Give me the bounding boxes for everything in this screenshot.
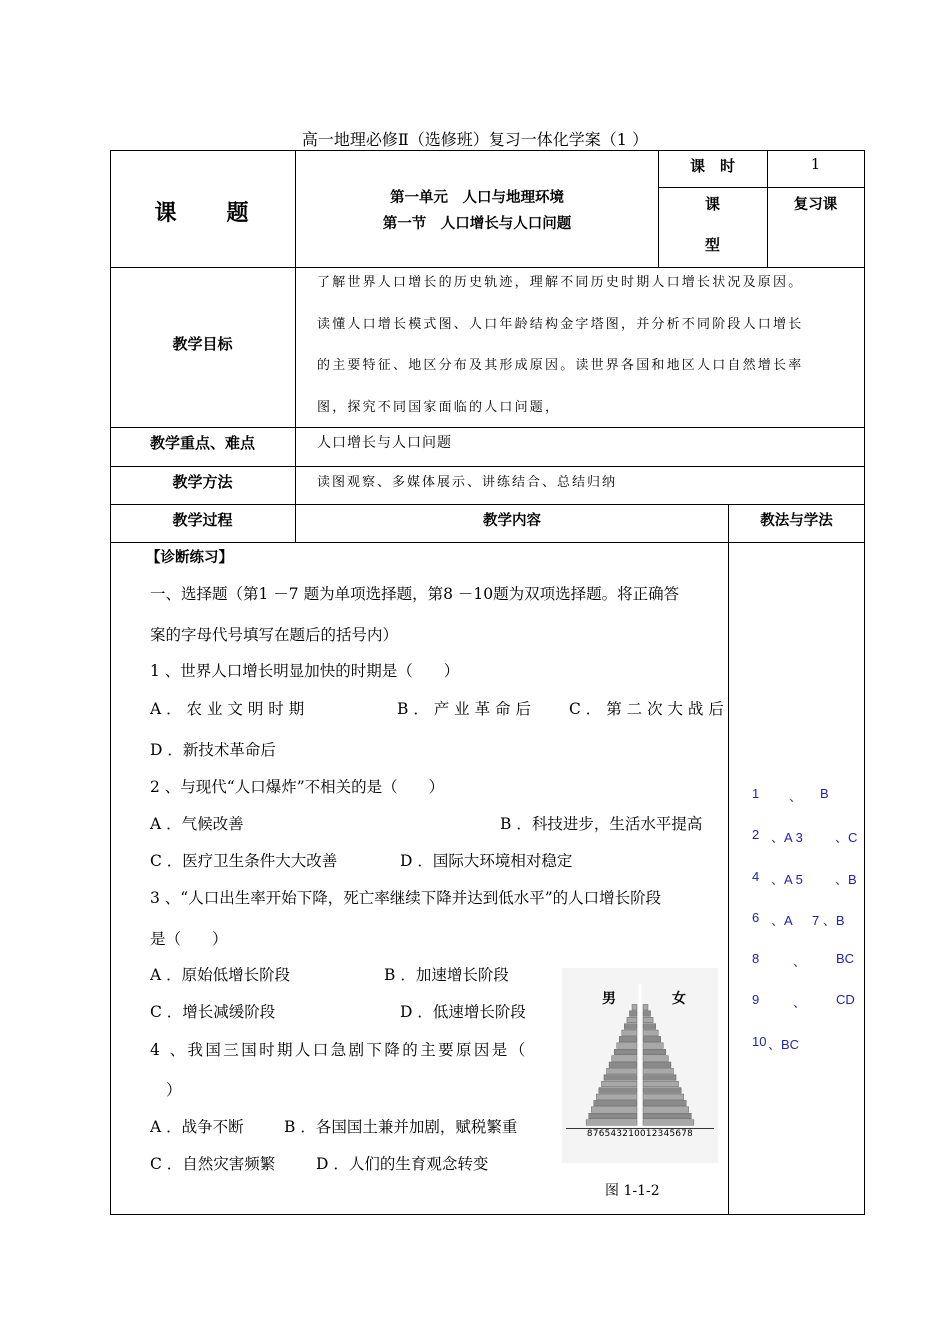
pyramid-bar-male-16 xyxy=(591,1107,637,1113)
objectives-line-4: 图，探究不同国家面临的人口问题， xyxy=(317,400,561,415)
q2-option-d: D ．国际大环境相对稳定 xyxy=(400,852,573,870)
unit-title: 第一单元 人口与地理环境 xyxy=(390,189,564,206)
exercise-intro-1: 一、选择题（第1 －7 题为单项选择题，第8 －10题为双项选择题。将正确答 xyxy=(150,585,680,603)
exercise-heading: 【诊断练习】 xyxy=(146,549,233,566)
answer-6-sep: 、 xyxy=(793,995,807,1010)
pyramid-bar-female-8 xyxy=(643,1056,668,1062)
hours-value: 1 xyxy=(810,155,821,173)
pyramid-bar-male-8 xyxy=(612,1056,637,1062)
pyramid-bar-female-11 xyxy=(643,1075,676,1081)
objectives-line-2: 读懂人口增长模式图、人口年龄结构金字塔图，并分析不同阶段人口增长 xyxy=(317,317,804,332)
pyramid-bar-female-0 xyxy=(643,1004,648,1010)
focus-label: 教学重点、难点 xyxy=(149,434,255,452)
q3-option-c: C ．增长减缓阶段 xyxy=(150,1003,276,1021)
pyramid-bar-female-5 xyxy=(643,1036,661,1042)
female-label: 女 xyxy=(672,991,686,1007)
pyramid-bar-male-4 xyxy=(622,1030,637,1036)
answer-1-num: 1 xyxy=(752,786,760,801)
pyramid-bar-male-13 xyxy=(599,1088,637,1094)
type-value: 复习课 xyxy=(793,196,838,213)
pyramid-bar-male-9 xyxy=(609,1062,637,1068)
pyramid-bar-female-12 xyxy=(643,1081,679,1087)
answer-7-num: 10 xyxy=(752,1034,767,1049)
q3-option-d: D ．低速增长阶段 xyxy=(400,1003,526,1021)
pyramid-axis: 876543210012345678 xyxy=(586,1129,694,1139)
question-4-line-2: ） xyxy=(166,1081,182,1099)
figure-caption: 图 1-1-2 xyxy=(605,1183,660,1199)
answer-1-sep: 、 xyxy=(789,789,803,804)
topic-label: 课 题 xyxy=(154,201,251,226)
q1-option-b: B ． 产 业 革 命 后 xyxy=(397,700,531,718)
pyramid-bar-male-12 xyxy=(601,1081,637,1087)
question-3-line-1: 3 、“人口出生率开始下降，死亡率继续下降并达到低水平”的人口增长阶段 xyxy=(150,889,662,907)
pyramid-bar-female-15 xyxy=(643,1100,686,1106)
answer-2-mid: 、A 3 xyxy=(771,830,803,845)
answer-3-num: 4 xyxy=(752,869,760,884)
objectives-line-1: 了解世界人口增长的历史轨迹，理解不同历史时期人口增长状况及原因。 xyxy=(317,275,804,290)
section-title: 第一节 人口增长与人口问题 xyxy=(382,215,572,232)
pyramid-bar-female-17 xyxy=(643,1113,691,1119)
answer-4-mid: 、A xyxy=(771,913,793,928)
pyramid-bar-female-7 xyxy=(643,1049,666,1055)
answer-5-val: BC xyxy=(836,951,855,966)
pyramid-bar-female-4 xyxy=(643,1030,658,1036)
q4-option-c: C ．自然灾害频繁 xyxy=(150,1155,276,1173)
focus-value: 人口增长与人口问题 xyxy=(317,435,452,451)
method-value: 读图观察、多媒体展示、讲练结合、总结归纳 xyxy=(317,475,618,490)
pyramid-bar-female-18 xyxy=(643,1120,694,1126)
pyramid-bar-female-10 xyxy=(643,1068,674,1074)
answer-1-val: B xyxy=(820,786,829,801)
question-1: 1 、世界人口增长明显加快的时期是（ ） xyxy=(150,662,460,680)
answer-3-val: 、B xyxy=(835,872,857,887)
pyramid-bar-male-14 xyxy=(596,1094,637,1100)
q3-option-a: A ．原始低增长阶段 xyxy=(150,966,291,984)
answer-5-sep: 、 xyxy=(793,954,807,969)
pyramid-bar-male-10 xyxy=(607,1068,638,1074)
answer-7-val: 、BC xyxy=(768,1037,800,1052)
answer-2-num: 2 xyxy=(752,827,760,842)
answer-5-num: 8 xyxy=(752,951,760,966)
q2-option-c: C ．医疗卫生条件大大改善 xyxy=(150,852,338,870)
q1-option-c: C ． 第 二 次 大 战 后 xyxy=(569,700,724,718)
answer-4-num: 6 xyxy=(752,910,760,925)
pyramid-bar-female-16 xyxy=(643,1107,689,1113)
type-label-2: 型 xyxy=(704,236,720,254)
approach-label: 教法与学法 xyxy=(760,512,833,529)
answer-6-val: CD xyxy=(836,992,855,1007)
answer-4-val: 7 、B xyxy=(812,913,845,928)
question-2: 2 、与现代“人口爆炸”不相关的是（ ） xyxy=(150,778,445,796)
process-label: 教学过程 xyxy=(172,511,233,529)
objectives-line-3: 的主要特征、地区分布及其形成原因。读世界各国和地区人口自然增长率 xyxy=(317,358,804,373)
pyramid-bar-male-7 xyxy=(614,1049,637,1055)
pyramid-bar-female-13 xyxy=(643,1088,681,1094)
type-label-1: 课 xyxy=(704,195,720,213)
q4-option-d: D ．人们的生育观念转变 xyxy=(316,1155,489,1173)
pyramid-bar-male-5 xyxy=(619,1036,637,1042)
pyramid-bar-male-11 xyxy=(604,1075,637,1081)
q4-option-b: B ．各国国土兼并加剧，赋税繁重 xyxy=(284,1118,518,1136)
pyramid-bar-female-6 xyxy=(643,1043,663,1049)
pyramid-bar-male-2 xyxy=(627,1017,637,1023)
answer-3-mid: 、A 5 xyxy=(771,872,803,887)
q4-option-a: A ．战争不断 xyxy=(150,1118,244,1136)
q3-option-b: B ．加速增长阶段 xyxy=(384,966,509,984)
objectives-label: 教学目标 xyxy=(172,335,233,353)
population-pyramid-figure xyxy=(562,968,718,1163)
male-label: 男 xyxy=(602,991,616,1007)
pyramid-bar-male-18 xyxy=(586,1120,637,1126)
pyramid-bar-male-3 xyxy=(624,1024,637,1030)
pyramid-bar-male-17 xyxy=(589,1113,637,1119)
pyramid-bar-female-2 xyxy=(643,1017,653,1023)
q1-option-a: A ． 农 业 文 明 时 期 xyxy=(150,700,305,718)
pyramid-bar-male-0 xyxy=(632,1004,637,1010)
pyramid-bar-male-15 xyxy=(594,1100,637,1106)
document-title: 高一地理必修Ⅱ（选修班）复习一体化学案（1 ） xyxy=(301,130,649,149)
pyramid-bar-female-9 xyxy=(643,1062,671,1068)
answer-6-num: 9 xyxy=(752,992,760,1007)
q2-option-a: A ．气候改善 xyxy=(150,815,244,833)
question-3-line-2: 是（ ） xyxy=(150,930,228,948)
content-label: 教学内容 xyxy=(483,512,541,529)
answer-2-val: 、C xyxy=(835,830,858,845)
q2-option-b: B ．科技进步，生活水平提高 xyxy=(500,815,703,833)
pyramid-bar-female-14 xyxy=(643,1094,684,1100)
pyramid-bar-male-6 xyxy=(617,1043,637,1049)
pyramid-bar-male-1 xyxy=(629,1011,637,1017)
pyramid-bar-female-1 xyxy=(643,1011,651,1017)
hours-label: 课 时 xyxy=(689,157,735,175)
question-4-line-1: 4 、我国三国时期人口急剧下降的主要原因是（ xyxy=(150,1041,528,1059)
q1-option-d: D ．新技术革命后 xyxy=(150,741,276,759)
method-label: 教学方法 xyxy=(172,473,233,491)
pyramid-bar-female-3 xyxy=(643,1024,656,1030)
exercise-intro-2: 案的字母代号填写在题后的括号内） xyxy=(150,626,399,644)
